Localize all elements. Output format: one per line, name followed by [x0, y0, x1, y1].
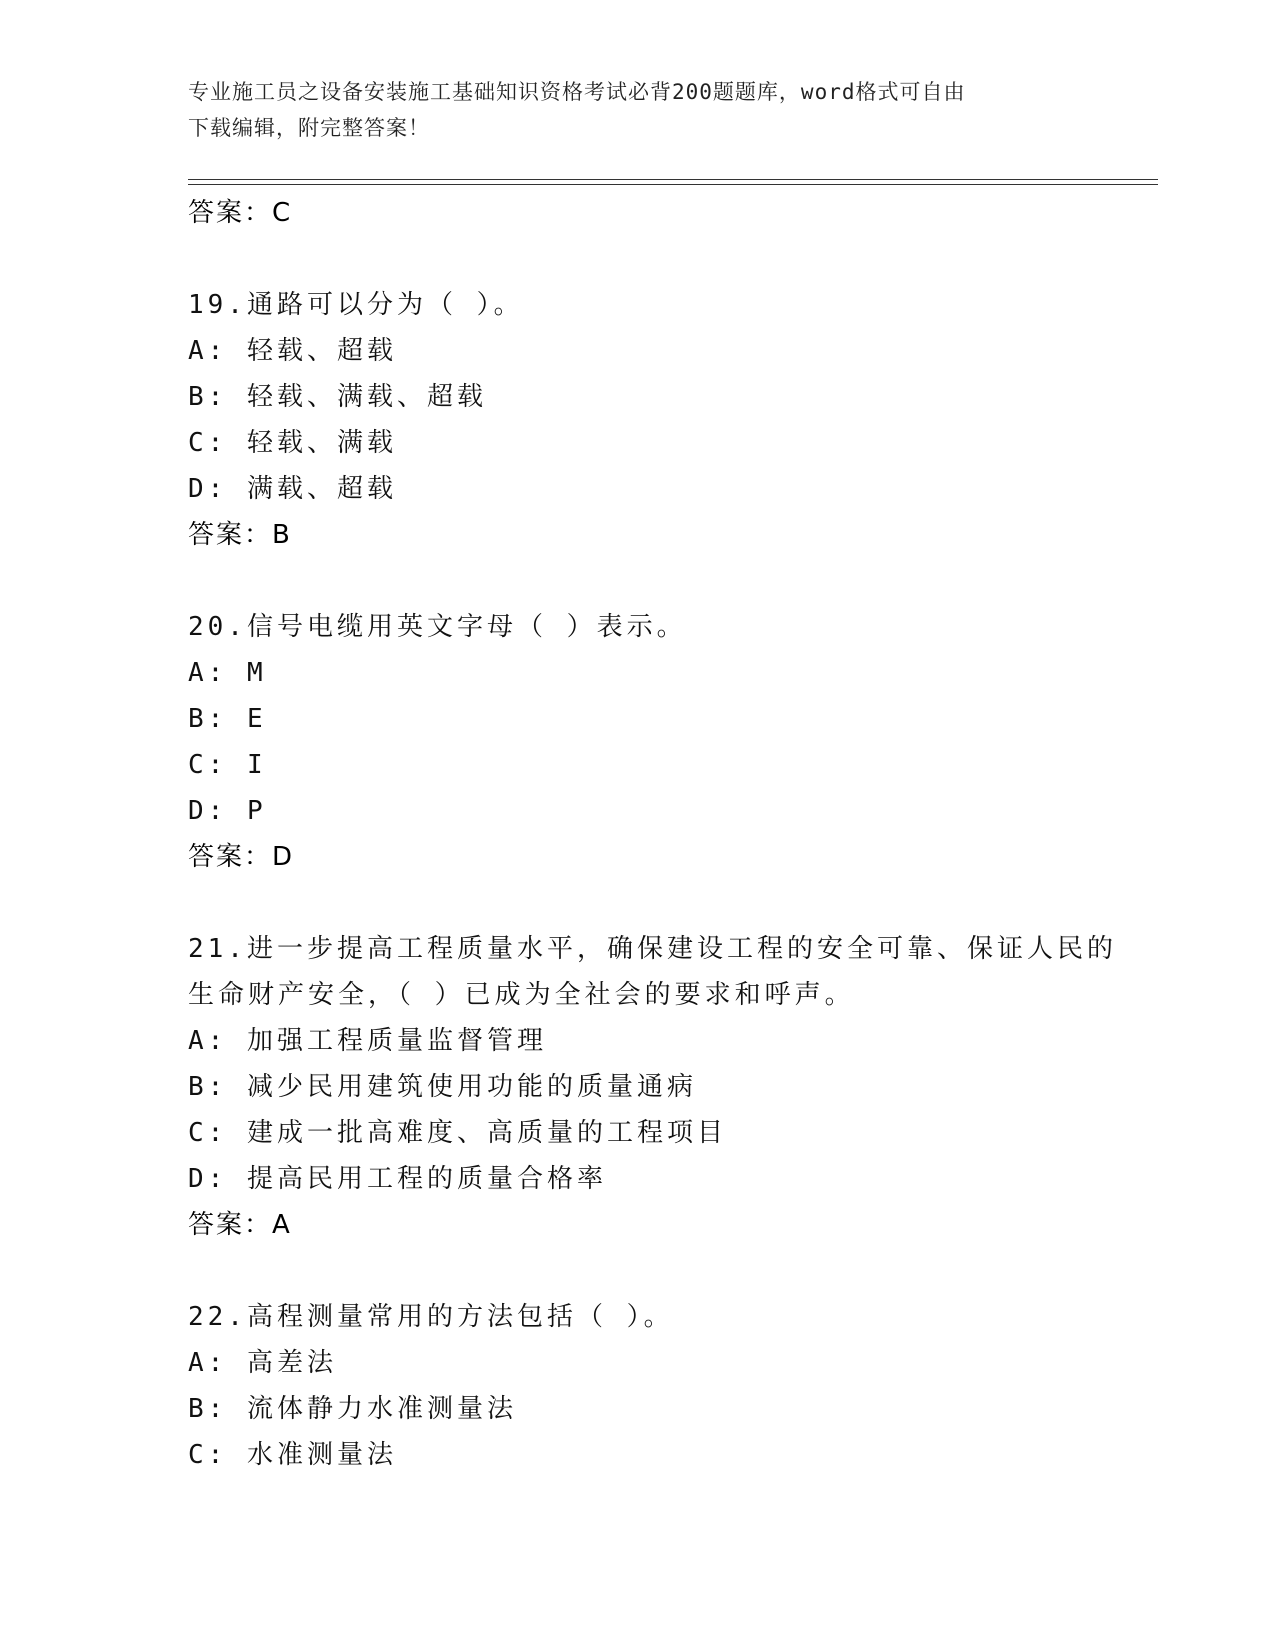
answer-line: 答案：B — [188, 520, 292, 550]
option-c: C: 轻载、满载 — [188, 428, 397, 458]
question-20 — [188, 604, 1088, 880]
header-line-1: 专业施工员之设备安装施工基础知识资格考试必背200题题库，word格式可自由 — [188, 80, 966, 104]
header-divider-bottom — [188, 184, 1158, 185]
option-d: D: P — [188, 796, 267, 826]
option-a: A: 高差法 — [188, 1348, 337, 1378]
option-d: D: 满载、超载 — [188, 474, 397, 504]
question-stem: 21.进一步提高工程质量水平，确保建设工程的安全可靠、保证人民的 — [188, 934, 1117, 964]
document-header — [188, 74, 1068, 146]
option-c: C: 水准测量法 — [188, 1440, 397, 1470]
option-a: A: 轻载、超载 — [188, 336, 397, 366]
option-a: A: 加强工程质量监督管理 — [188, 1026, 547, 1056]
question-21 — [188, 926, 1117, 1248]
question-22 — [188, 1294, 1088, 1478]
option-a: A: M — [188, 658, 267, 688]
header-line-2: 下载编辑，附完整答案！ — [188, 116, 430, 140]
spacer — [188, 1248, 1088, 1294]
option-d: D: 提高民用工程的质量合格率 — [188, 1164, 607, 1194]
option-b: B: 减少民用建筑使用功能的质量通病 — [188, 1072, 697, 1102]
question-content — [188, 190, 1117, 1478]
spacer — [188, 558, 1088, 604]
question-stem: 22.高程测量常用的方法包括（ ）。 — [188, 1302, 674, 1332]
header-divider-top — [188, 179, 1158, 180]
question-stem: 20.信号电缆用英文字母（ ）表示。 — [188, 612, 687, 642]
answer-line: 答案：C — [188, 198, 293, 228]
question-stem-continued: 生命财产安全，（ ）已成为全社会的要求和呼声。 — [188, 980, 855, 1010]
spacer — [188, 236, 1088, 282]
answer-line: 答案：D — [188, 842, 295, 872]
option-c: C: 建成一批高难度、高质量的工程项目 — [188, 1118, 727, 1148]
answer-line: 答案：A — [188, 1210, 292, 1240]
option-c: C: I — [188, 750, 267, 780]
option-b: B: 流体静力水准测量法 — [188, 1394, 517, 1424]
question-stem: 19.通路可以分为（ ）。 — [188, 290, 524, 320]
question-19 — [188, 282, 1088, 558]
spacer — [188, 880, 1088, 926]
option-b: B: E — [188, 704, 267, 734]
option-b: B: 轻载、满载、超载 — [188, 382, 487, 412]
